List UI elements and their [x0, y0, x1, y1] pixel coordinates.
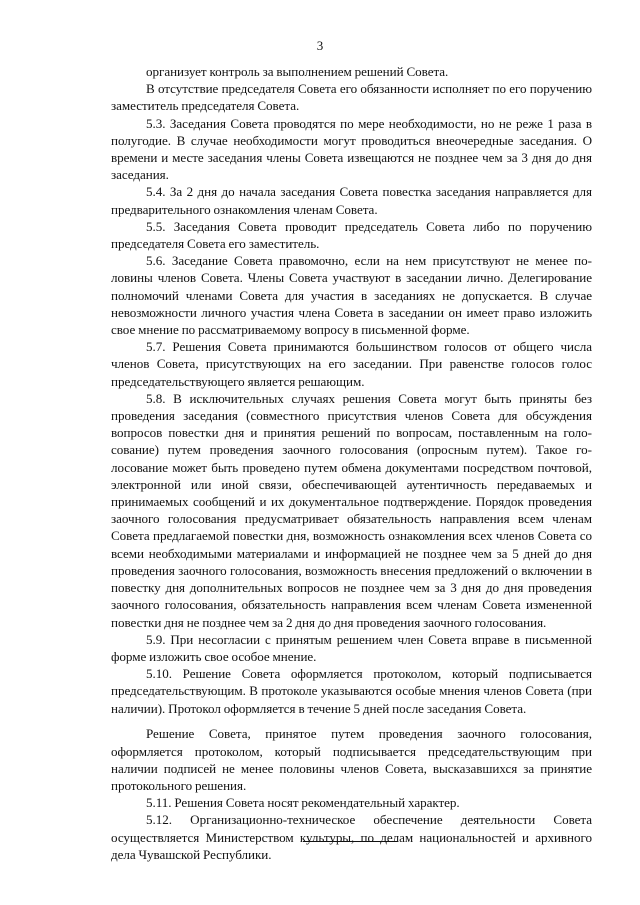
paragraph-absentee-decision: Решение Совета, принятое путем проведения заочного голосования, оформляется протоколом, который подписывается председательствующим при наличии подписей не менее половины членов Совета, высказавшихся за принятие протокольного решения. — [111, 726, 592, 793]
paragraph-5-11: 5.11. Решения Совета носят рекомендательный характер. — [146, 795, 460, 811]
document-body — [111, 63, 592, 863]
paragraph-5-9: 5.9. При несогласии с принятым решением член Совета вправе в письменной форме изложить свое особое мнение. — [111, 631, 592, 664]
paragraph-5-8: 5.8. В исключительных случаях решения Совета могут быть приняты без проведения заседания (совместного присутствия членов Совета для обсуждения вопросов повестки дня и принятия решений по вопросам, поставленным на голосование) путем проведения заочного голосования (опросным путем). Такое голосование может быть проведено путем обмена документами посредством почтовой, электронной или иной связи, обеспечивающей аутентичность передаваемых и принимаемых сообщений и их документальное подтверждение. Порядок проведения заочного голосования предусматривает обязательность направления всем членам Совета предлагаемой повестки дня, возможность ознакомления всех членов Совета со всеми необходимыми материалами и информацией не позднее чем за 5 дней до дня проведения заочного голосования, возможность внесения предложений о включении в повестку дня дополнительных вопросов не позднее чем за 3 дня до дня проведения заочного голосования, обязательность направления всем членам Совета измененной повестки дня не позднее чем за 2 дня до дня проведения заочного голосования. — [111, 390, 592, 630]
paragraph-5-5: 5.5. Заседания Совета проводит председатель Совета либо по поручению председателя Совета его заместитель. — [111, 218, 592, 252]
page-number: 3 — [316, 38, 324, 53]
closing-divider-line — [303, 841, 397, 842]
paragraph-5-4: 5.4. За 2 дня до начала заседания Совета повестка заседания направляется для предварительного ознакомления членам Совета. — [111, 184, 592, 217]
paragraph-5-7: 5.7. Решения Совета принимаются большинством голосов от общего числа членов Совета, присутствующих на его заседании. При равенстве голосов голос председательствующего является решающим. — [111, 339, 592, 389]
paragraph-5-6: 5.6. Заседание Совета правомочно, если на нем присутствуют не менее половины членов Совета. Члены Совета участвуют в заседании лично. Делегирование полномочий членами Совета для участия в заседаниях не допускается. В случае невозможности личного участия члена Совета в заседании он имеет право изложить свое мнение по рассматриваемому вопросу в письменной форме. — [111, 253, 592, 338]
paragraph-5-10: 5.10. Решение Совета оформляется протоколом, который подписывается председательствующим. В протоколе указываются особые мнения членов Совета (при наличии). Протокол оформляется в течение 5 дней после заседания Совета. — [111, 666, 592, 716]
paragraph-5-3: 5.3. Заседания Совета проводятся по мере необходимости, но не реже 1 раза в полугодие. В случае необходимости могут проводиться внеочередные заседания. О времени и месте заседания члены Совета извещаются не позднее чем за 3 дня до дня заседания. — [111, 115, 592, 183]
paragraph-deputy: В отсутствие председателя Совета его обязанности исполняет по его поручению заместитель председателя Совета. — [111, 81, 592, 114]
paragraph-control: организует контроль за выполнением решений Совета. — [146, 64, 449, 79]
paragraph-5-12: 5.12. Организационно-техническое обеспечение деятельности Совета осуществляется Министерством культуры, по делам национальностей и архивного дела Чувашской Республики. — [111, 812, 592, 862]
